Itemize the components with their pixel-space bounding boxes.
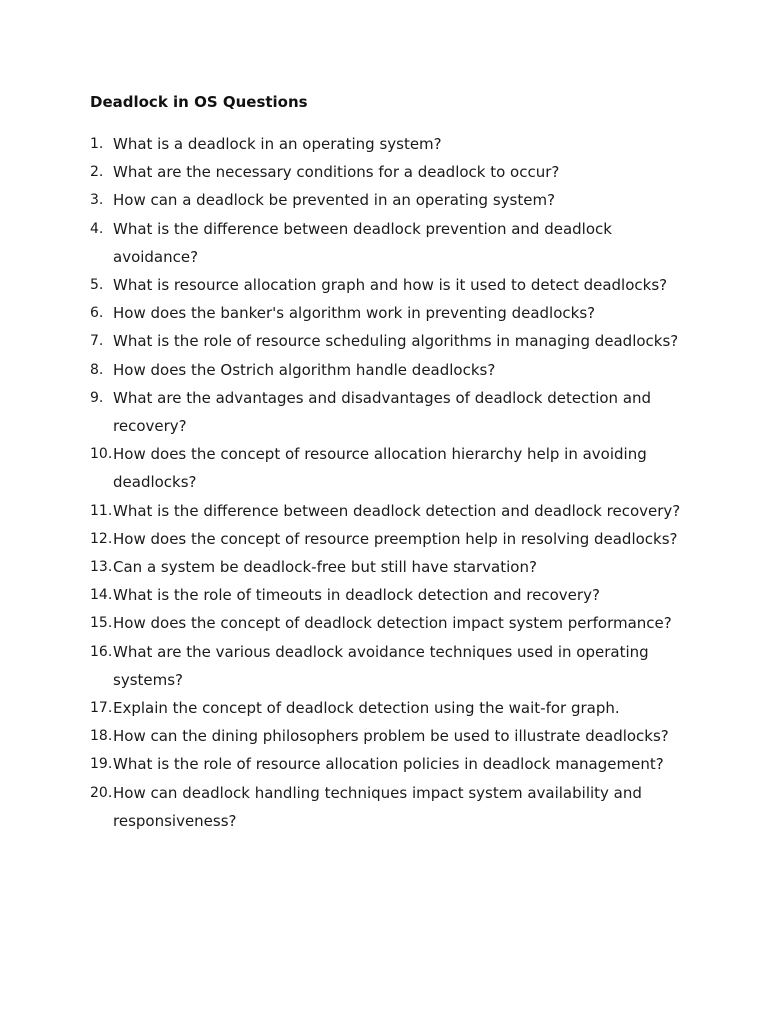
question-text: How does the concept of deadlock detection impact system performance?	[113, 614, 672, 633]
question-number: 18.	[90, 728, 113, 745]
question-text: How can the dining philosophers problem be used to illustrate deadlocks?	[113, 727, 669, 746]
question-item	[90, 327, 690, 355]
question-text: What is resource allocation graph and how is it used to detect deadlocks?	[113, 276, 668, 295]
question-item	[90, 440, 690, 496]
question-text: What is the role of resource scheduling algorithms in managing deadlocks?	[113, 332, 679, 351]
document-title: Deadlock in OS Questions	[90, 93, 308, 111]
question-text: What are the various deadlock avoidance techniques used in operating systems?	[113, 642, 649, 689]
question-item	[90, 779, 690, 835]
question-number: 12.	[90, 530, 113, 547]
question-text: How can a deadlock be prevented in an operating system?	[113, 191, 556, 210]
question-text: What is the difference between deadlock detection and deadlock recovery?	[113, 501, 681, 520]
question-item	[90, 638, 690, 694]
question-item	[90, 722, 690, 750]
question-number: 7.	[90, 333, 104, 350]
question-number: 6.	[90, 305, 104, 322]
question-text: How does the Ostrich algorithm handle deadlocks?	[113, 360, 496, 379]
question-text: How does the banker's algorithm work in preventing deadlocks?	[113, 304, 596, 323]
question-number: 20.	[90, 784, 113, 801]
question-item	[90, 581, 690, 609]
question-text: How can deadlock handling techniques impact system availability and responsiveness?	[113, 783, 642, 830]
question-text: Explain the concept of deadlock detection using the wait-for graph.	[113, 699, 620, 718]
question-item	[90, 384, 690, 440]
question-number: 3.	[90, 192, 104, 209]
question-item	[90, 271, 690, 299]
question-text: What is a deadlock in an operating system?	[113, 135, 442, 153]
question-item	[90, 356, 690, 384]
question-number: 5.	[90, 277, 104, 294]
question-number: 9.	[90, 389, 104, 406]
question-text: What is the difference between deadlock prevention and deadlock avoidance?	[113, 219, 612, 266]
question-text: How does the concept of resource allocation hierarchy help in avoiding deadlocks?	[113, 445, 647, 492]
question-number: 8.	[90, 361, 104, 378]
question-item	[90, 553, 690, 581]
question-number: 10.	[90, 446, 113, 463]
question-item	[90, 299, 690, 327]
question-number: 11.	[90, 502, 113, 519]
question-number: 19.	[90, 756, 113, 773]
question-number: 16.	[90, 643, 113, 660]
question-item	[90, 497, 690, 525]
question-item	[90, 130, 690, 158]
question-number: 17.	[90, 700, 113, 717]
question-text: Can a system be deadlock-free but still have starvation?	[113, 558, 537, 577]
question-text: What are the advantages and disadvantages of deadlock detection and recovery?	[113, 388, 652, 436]
question-item	[90, 215, 690, 271]
question-item	[90, 750, 690, 778]
question-item	[90, 186, 690, 214]
question-text: How does the concept of resource preemption help in resolving deadlocks?	[113, 529, 678, 548]
question-text: What are the necessary conditions for a deadlock to occur?	[113, 163, 560, 182]
question-number: 1.	[90, 136, 104, 152]
question-number: 15.	[90, 615, 113, 632]
question-list	[90, 130, 690, 835]
question-item	[90, 525, 690, 553]
question-text: What is the role of resource allocation policies in deadlock management?	[113, 755, 664, 774]
question-number: 14.	[90, 587, 113, 604]
question-text: What is the role of timeouts in deadlock detection and recovery?	[113, 586, 600, 605]
question-number: 13.	[90, 559, 113, 576]
question-item	[90, 158, 690, 186]
question-number: 2.	[90, 164, 104, 181]
question-item	[90, 609, 690, 637]
question-item	[90, 694, 690, 722]
question-number: 4.	[90, 220, 104, 237]
